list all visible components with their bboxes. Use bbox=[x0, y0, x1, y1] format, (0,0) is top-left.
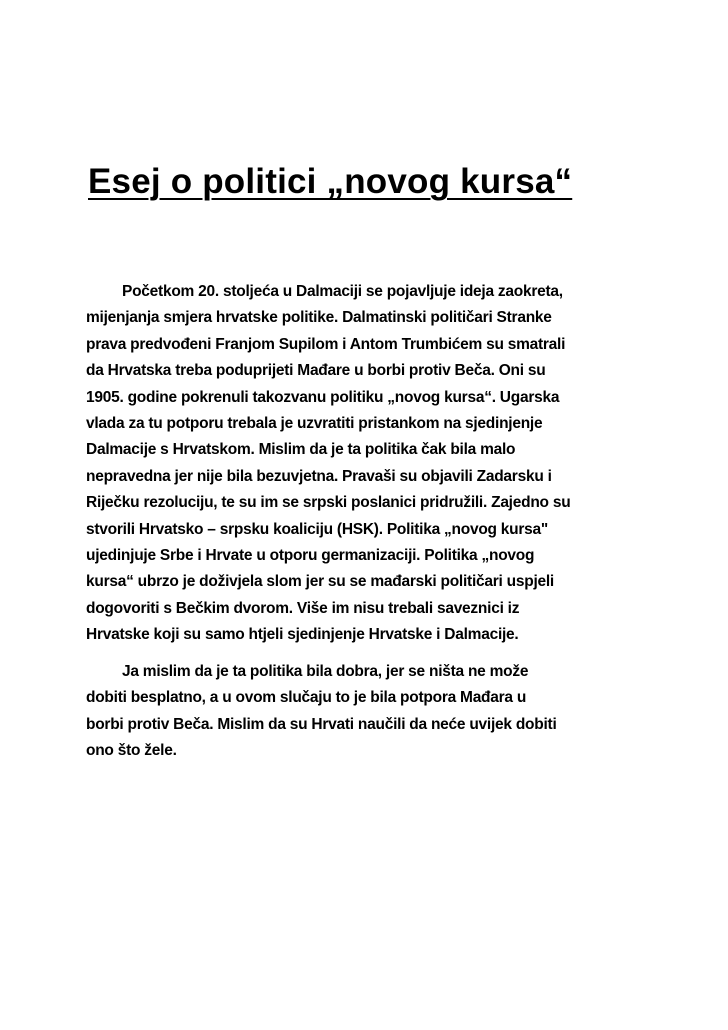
text-line: kursa“ ubrzo je doživjela slom jer su se mađarski političari uspjeli bbox=[86, 573, 554, 591]
text-line: nepravedna jer nije bila bezuvjetna. Pravaši su objavili Zadarsku i bbox=[86, 467, 552, 485]
text-line: ono što žele. bbox=[86, 741, 177, 759]
text-line: mijenjanja smjera hrvatske politike. Dalmatinski političari Stranke bbox=[86, 309, 552, 327]
text-line: vlada za tu potporu trebala je uzvratiti pristankom na sjedinjenje bbox=[86, 415, 543, 433]
text-line: borbi protiv Beča. Mislim da su Hrvati naučili da neće uvijek dobiti bbox=[86, 715, 557, 733]
text-line: Hrvatske koji su samo htjeli sjedinjenje Hrvatske i Dalmacije. bbox=[86, 626, 519, 644]
text-line: 1905. godine pokrenuli takozvanu politiku „novog kursa“. Ugarska bbox=[86, 388, 560, 406]
essay-body bbox=[86, 279, 646, 764]
document-title: Esej o politici „novog kursa“ bbox=[88, 162, 573, 201]
text-line: da Hrvatska treba poduprijeti Mađare u borbi protiv Beča. Oni su bbox=[86, 362, 546, 380]
text-line: ujedinjuje Srbe i Hrvate u otporu germanizaciji. Politika „novog bbox=[86, 547, 535, 565]
paragraph-2 bbox=[86, 659, 646, 765]
text-line: dogovoriti s Bečkim dvorom. Više im nisu trebali saveznici iz bbox=[86, 599, 520, 617]
text-line: Početkom 20. stoljeća u Dalmaciji se pojavljuje ideja zaokreta, bbox=[122, 283, 563, 300]
text-line: prava predvođeni Franjom Supilom i Antom Trumbićem su smatrali bbox=[86, 335, 566, 353]
text-line: Dalmacije s Hrvatskom. Mislim da je ta politika čak bila malo bbox=[86, 441, 516, 459]
text-line: Ja mislim da je ta politika bila dobra, jer se ništa ne može bbox=[122, 662, 529, 680]
text-line: stvorili Hrvatsko – srpsku koaliciju (HSK). Politika „novog kursa" bbox=[86, 520, 549, 538]
text-line: Riječku rezoluciju, te su im se srpski poslanici pridružili. Zajedno su bbox=[86, 494, 571, 512]
text-line: dobiti besplatno, a u ovom slučaju to je bila potpora Mađara u bbox=[86, 689, 527, 707]
paragraph-1 bbox=[86, 279, 646, 649]
